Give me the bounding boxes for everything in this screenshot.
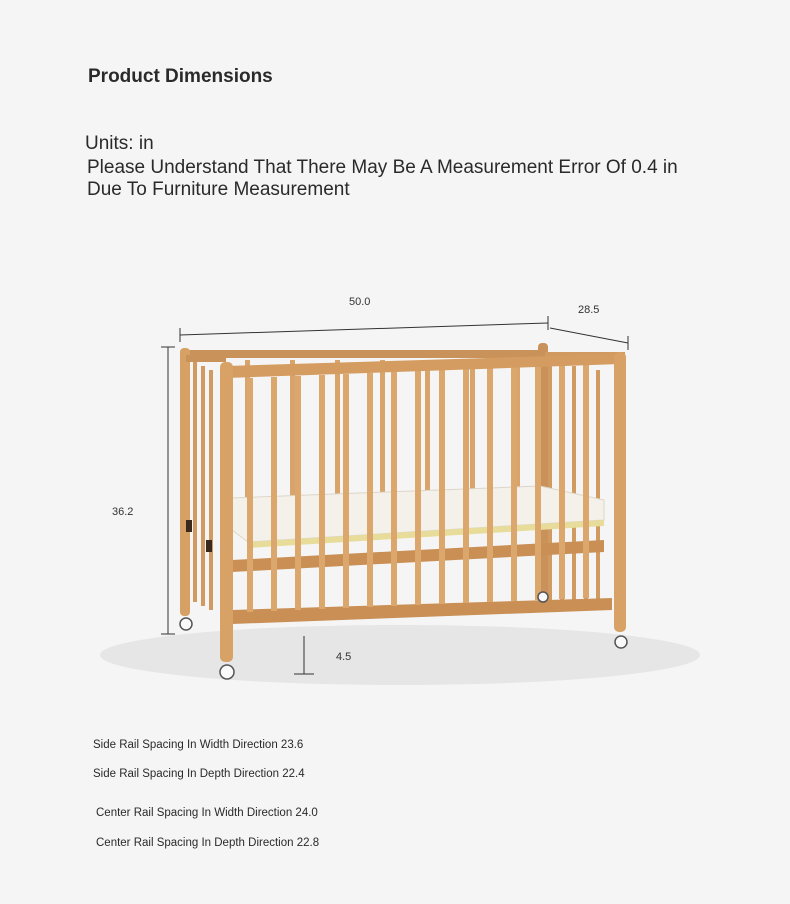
spec-center-width: Center Rail Spacing In Width Direction 24.0 (96, 807, 318, 819)
measurement-note: Please Understand That There May Be A Measurement Error Of 0.4 in Due To Furniture Measurement (87, 157, 678, 200)
height-dimension-label: 36.2 (112, 506, 134, 518)
units-label: Units: in (85, 133, 154, 154)
crib-base-rails (232, 540, 612, 624)
floor-shadow (100, 625, 700, 685)
crib-left-side (180, 348, 226, 616)
leg-height-dimension-label: 4.5 (336, 651, 352, 663)
spec-side-width: Side Rail Spacing In Width Direction 23.6 (93, 739, 304, 751)
crib-front-slats (247, 364, 589, 612)
spec-side-depth: Side Rail Spacing In Depth Direction 22.4 (93, 768, 305, 780)
width-dimension-label: 50.0 (349, 296, 371, 308)
depth-dimension-label: 28.5 (578, 304, 600, 316)
page-title: Product Dimensions (88, 66, 273, 87)
spec-center-depth: Center Rail Spacing In Depth Direction 22.8 (96, 837, 320, 849)
